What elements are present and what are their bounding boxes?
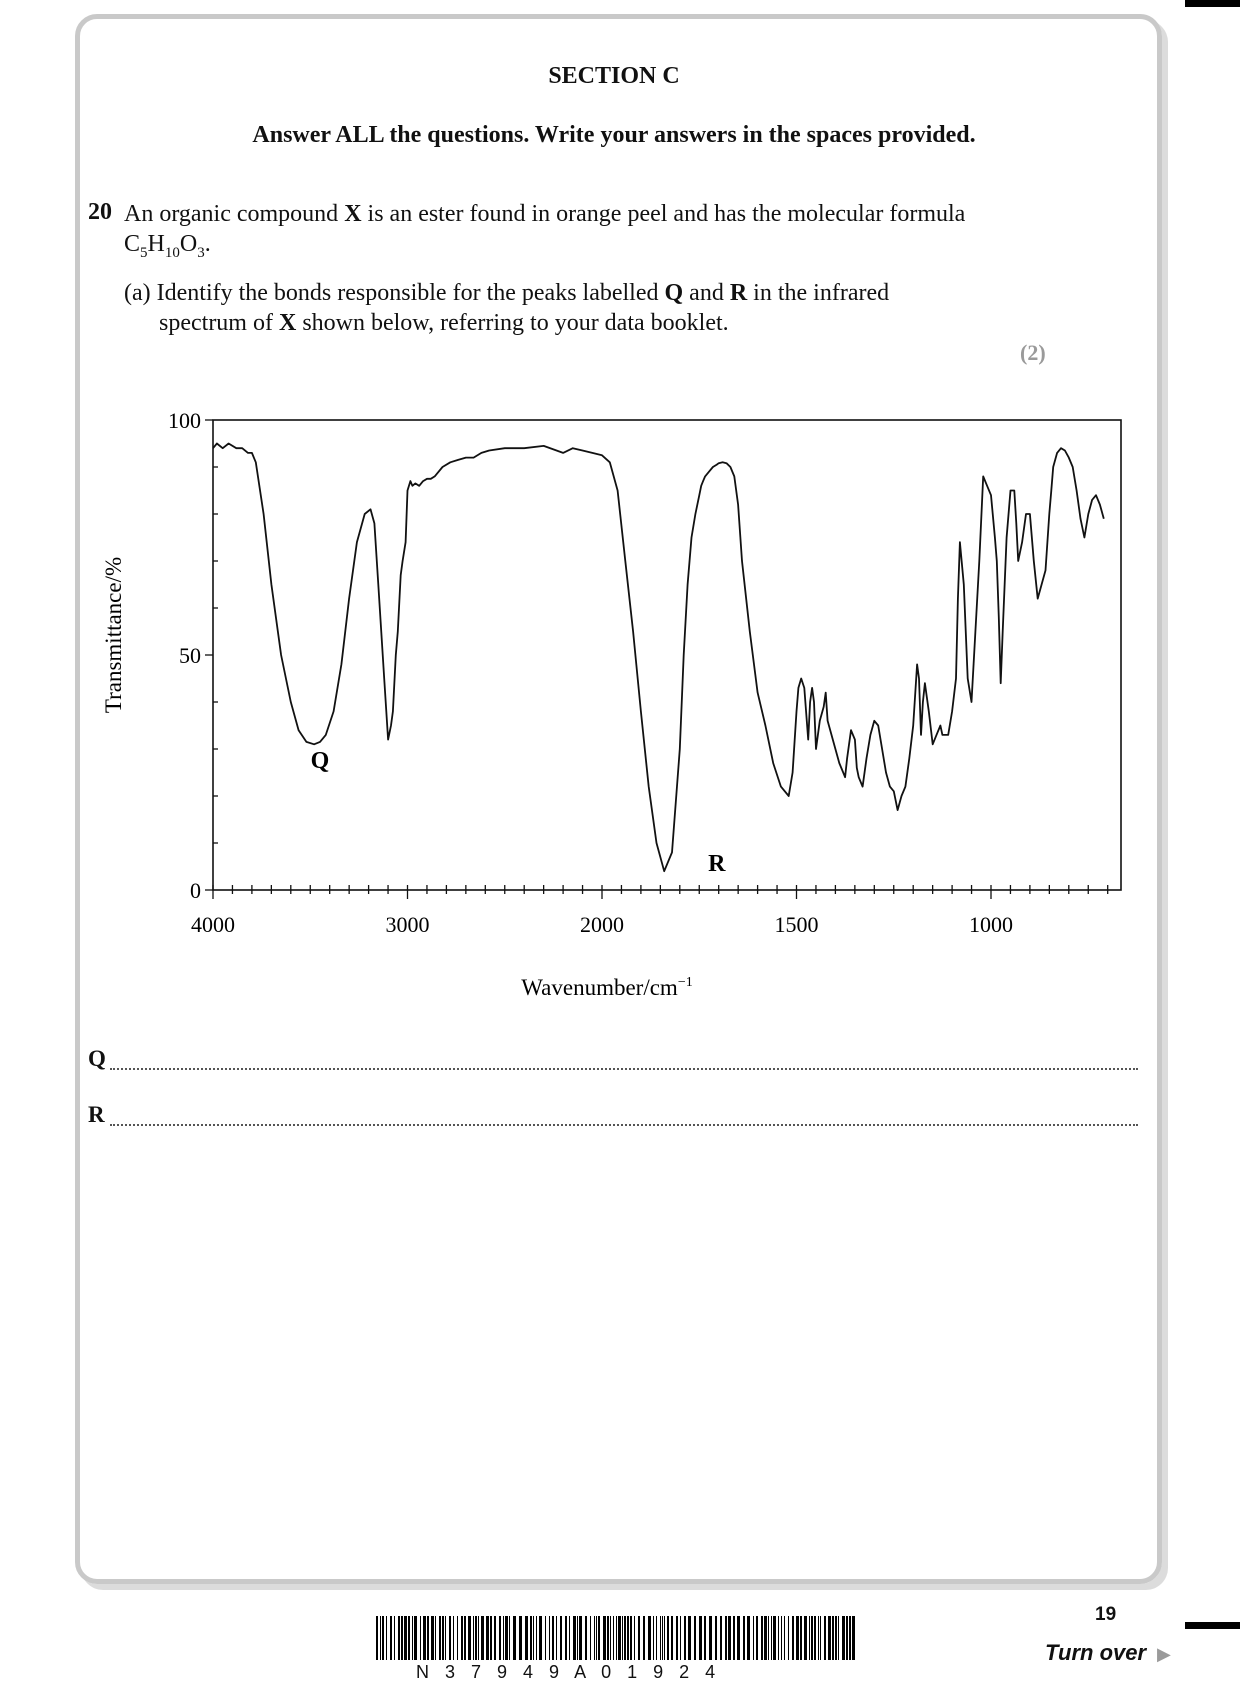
- x-tick-label: 1000: [969, 912, 1013, 937]
- page-number: 19: [1095, 1604, 1117, 1625]
- answer-row-q: [88, 1046, 1138, 1076]
- question-number: 20: [88, 199, 112, 225]
- turn-over-text: Turn over: [1045, 1640, 1147, 1665]
- x-tick-label: 3000: [385, 912, 430, 937]
- marks-indicator: (2): [1020, 340, 1046, 365]
- section-title: SECTION C: [548, 63, 680, 89]
- answer-row-r: [88, 1102, 1138, 1132]
- x-tick-label: 2000: [580, 912, 624, 937]
- answer-label-q: Q: [88, 1046, 106, 1071]
- part-a-text: (a) Identify the bonds responsible for the peaks labelled Q and R in the infrared spectrum of X shown below, referring to your data booklet.: [124, 280, 890, 336]
- registration-mark-bottom: [1185, 1622, 1240, 1629]
- y-tick-label: 50: [179, 643, 201, 668]
- barcode-number: N 3 7 9 4 9 A 0 1 9 2 4: [416, 1662, 716, 1682]
- y-tick-label: 0: [190, 878, 201, 903]
- barcode: [376, 1616, 856, 1664]
- peak-label-q: Q: [310, 747, 330, 774]
- molecular-formula: $C_5H_{10}O_3$.: [124, 231, 211, 261]
- ir-spectrum-chart: [0, 380, 1240, 1380]
- x-tick-label: 1500: [774, 912, 819, 937]
- x-axis-title: Wavenumber/$cm^{-1}$: [521, 975, 693, 1000]
- x-tick-label: 4000: [191, 912, 235, 937]
- y-axis-title: Transmittance/%: [101, 556, 126, 714]
- question-stem: An organic compound X is an ester found in orange peel and has the molecular formula $C_5H_{10}O_3$.: [124, 199, 965, 268]
- answer-line-q[interactable]: [110, 1068, 1138, 1070]
- answer-line-r[interactable]: [110, 1124, 1138, 1126]
- peak-label-r: R: [708, 851, 726, 878]
- answer-label-r: R: [88, 1102, 105, 1127]
- spectrum-line: [213, 444, 1104, 872]
- y-tick-label: 100: [168, 408, 201, 433]
- registration-mark-top: [1185, 0, 1240, 7]
- turn-over-arrow-icon: ▶: [1157, 1644, 1171, 1664]
- plot-frame: [213, 420, 1121, 890]
- instructions: Answer ALL the questions. Write your answers in the spaces provided.: [252, 122, 976, 148]
